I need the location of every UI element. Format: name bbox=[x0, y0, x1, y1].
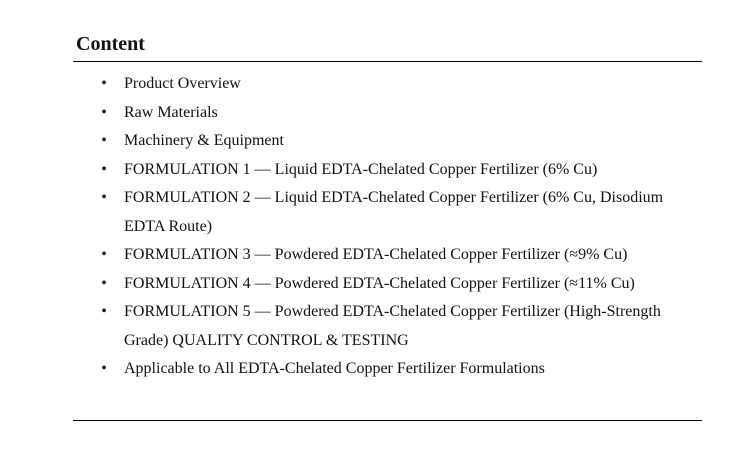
toc-item-formulation-2[interactable] bbox=[98, 184, 678, 241]
toc-item-label: Product Overview bbox=[124, 75, 241, 92]
toc-item-machinery-equipment[interactable] bbox=[98, 127, 678, 156]
toc-item-label: FORMULATION 2 — Liquid EDTA-Chelated Copper Fertilizer (6% Cu, Disodium EDTA Route) bbox=[124, 189, 664, 235]
table-of-contents bbox=[98, 70, 678, 384]
bullet-icon: • bbox=[101, 75, 107, 92]
bullet-icon: • bbox=[101, 246, 107, 263]
toc-item-raw-materials[interactable] bbox=[98, 99, 678, 128]
toc-item-label: FORMULATION 1 — Liquid EDTA-Chelated Copper Fertilizer (6% Cu) bbox=[124, 160, 598, 178]
toc-item-applicable-all[interactable] bbox=[98, 355, 678, 384]
bullet-icon: • bbox=[101, 103, 107, 121]
toc-item-formulation-4[interactable] bbox=[98, 270, 678, 299]
bottom-divider bbox=[73, 420, 702, 421]
bullet-icon: • bbox=[101, 360, 107, 377]
toc-item-label: Machinery & Equipment bbox=[124, 132, 284, 149]
bullet-icon: • bbox=[101, 132, 107, 149]
bullet-icon: • bbox=[101, 274, 107, 292]
toc-item-label: FORMULATION 4 — Powdered EDTA-Chelated Copper Fertilizer (≈11% Cu) bbox=[124, 274, 635, 292]
bullet-icon: • bbox=[101, 160, 107, 178]
bullet-icon: • bbox=[101, 189, 107, 206]
toc-item-label: Raw Materials bbox=[124, 103, 218, 121]
toc-item-product-overview[interactable] bbox=[98, 70, 678, 99]
toc-item-label: FORMULATION 3 — Powdered EDTA-Chelated Copper Fertilizer (≈9% Cu) bbox=[124, 246, 628, 263]
toc-item-label: Applicable to All EDTA-Chelated Copper Fertilizer Formulations bbox=[124, 360, 545, 377]
toc-item-formulation-5[interactable] bbox=[98, 298, 678, 355]
toc-item-formulation-1[interactable] bbox=[98, 156, 678, 185]
content-heading: Content bbox=[76, 33, 145, 55]
bullet-icon: • bbox=[101, 303, 107, 320]
heading-divider bbox=[73, 61, 702, 62]
toc-item-label: FORMULATION 5 — Powdered EDTA-Chelated Copper Fertilizer (High-Strength Grade) QUALITY CONTROL & TESTING bbox=[124, 303, 661, 349]
toc-item-formulation-3[interactable] bbox=[98, 241, 678, 270]
